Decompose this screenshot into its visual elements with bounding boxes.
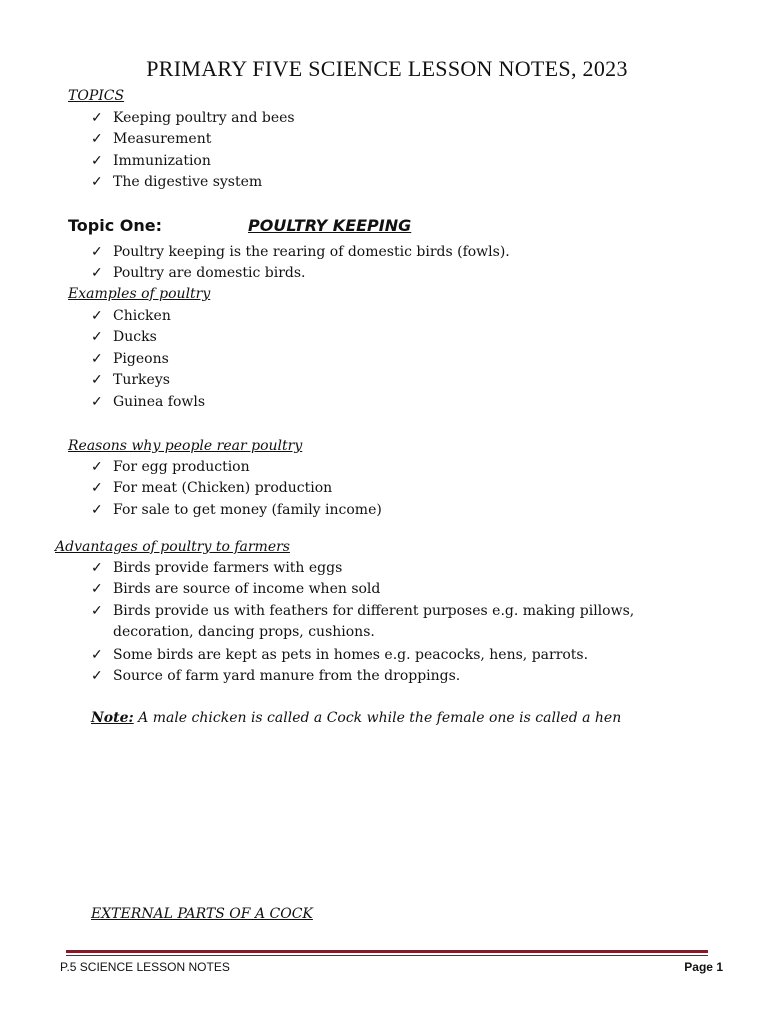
footer-title: P.5 SCIENCE LESSON NOTES — [60, 960, 230, 974]
list-item — [91, 172, 295, 193]
note-label: Note: — [91, 710, 134, 726]
list-item — [91, 558, 671, 579]
check-mark-icon: ✓ — [91, 501, 103, 518]
reasons-list — [91, 457, 382, 521]
check-mark-icon: ✓ — [91, 372, 103, 389]
check-mark-icon: ✓ — [91, 560, 103, 576]
list-item-text: Birds provide farmers with eggs — [113, 560, 343, 576]
list-item-text: Measurement — [113, 131, 212, 148]
list-item — [91, 392, 205, 413]
list-item-text: Some birds are kept as pets in homes e.g. peacocks, hens, parrots. — [113, 646, 589, 663]
check-mark-icon: ✓ — [91, 602, 103, 619]
footer-rule-thick — [66, 950, 708, 953]
check-mark-icon: ✓ — [91, 646, 103, 663]
topic-one-name: POULTRY KEEPING — [248, 216, 412, 235]
page-number: Page 1 — [684, 960, 723, 974]
list-item-text: Keeping poultry and bees — [113, 110, 295, 126]
list-item — [91, 327, 205, 348]
list-item — [91, 129, 295, 150]
list-item — [91, 500, 382, 521]
list-item-text: Poultry are domestic birds. — [113, 265, 306, 282]
list-item — [91, 306, 205, 327]
list-item-text: Birds provide us with feathers for different purposes e.g. making pillows, decoration, dancing props, cushions. — [113, 602, 635, 640]
examples-list — [91, 306, 205, 413]
advantages-list — [91, 558, 671, 688]
topics-heading: TOPICS — [68, 88, 125, 104]
examples-heading: Examples of poultry — [68, 286, 211, 302]
check-mark-icon: ✓ — [91, 244, 103, 260]
list-item-text: Immunization — [113, 152, 211, 169]
check-mark-icon: ✓ — [91, 480, 103, 497]
list-item — [91, 666, 671, 687]
list-item — [91, 601, 671, 643]
list-item-text: Birds are source of income when sold — [113, 581, 381, 598]
check-mark-icon: ✓ — [91, 393, 103, 410]
check-mark-icon: ✓ — [91, 131, 103, 148]
check-mark-icon: ✓ — [91, 265, 103, 282]
list-item — [91, 263, 510, 284]
note-paragraph — [91, 710, 621, 726]
check-mark-icon: ✓ — [91, 350, 103, 367]
list-item-text: Turkeys — [113, 372, 170, 389]
topics-list — [91, 108, 295, 194]
list-item — [91, 108, 295, 129]
list-item-text: Chicken — [113, 308, 171, 324]
external-parts-heading: EXTERNAL PARTS OF A COCK — [91, 906, 313, 922]
list-item — [91, 242, 510, 263]
check-mark-icon: ✓ — [91, 581, 103, 598]
list-item-text: Source of farm yard manure from the droppings. — [113, 668, 461, 685]
list-item-text: Pigeons — [113, 350, 169, 367]
list-item-text: Poultry keeping is the rearing of domestic birds (fowls). — [113, 244, 510, 260]
list-item — [91, 457, 382, 478]
check-mark-icon: ✓ — [91, 329, 103, 346]
advantages-heading: Advantages of poultry to farmers — [55, 539, 290, 555]
check-mark-icon: ✓ — [91, 459, 103, 475]
list-item — [91, 579, 671, 600]
page-title: PRIMARY FIVE SCIENCE LESSON NOTES, 2023 — [146, 56, 628, 81]
list-item-text: Guinea fowls — [113, 393, 206, 410]
check-mark-icon: ✓ — [91, 308, 103, 324]
list-item — [91, 645, 671, 666]
footer-rule-thin — [66, 955, 708, 956]
reasons-heading: Reasons why people rear poultry — [68, 438, 303, 454]
check-mark-icon: ✓ — [91, 174, 103, 191]
poultry-definitions-list — [91, 242, 510, 285]
check-mark-icon: ✓ — [91, 668, 103, 685]
list-item — [91, 151, 295, 172]
list-item-text: For egg production — [113, 459, 250, 475]
note-text: A male chicken is called a Cock while the female one is called a hen — [138, 710, 622, 726]
list-item-text: The digestive system — [113, 174, 263, 191]
list-item-text: For meat (Chicken) production — [113, 480, 333, 497]
check-mark-icon: ✓ — [91, 152, 103, 169]
topic-one-row — [68, 216, 588, 240]
topic-one-label: Topic One: — [68, 216, 163, 235]
list-item-text: Ducks — [113, 329, 157, 346]
list-item — [91, 478, 382, 499]
check-mark-icon: ✓ — [91, 110, 103, 126]
list-item — [91, 370, 205, 391]
list-item — [91, 349, 205, 370]
list-item-text: For sale to get money (family income) — [113, 501, 382, 518]
